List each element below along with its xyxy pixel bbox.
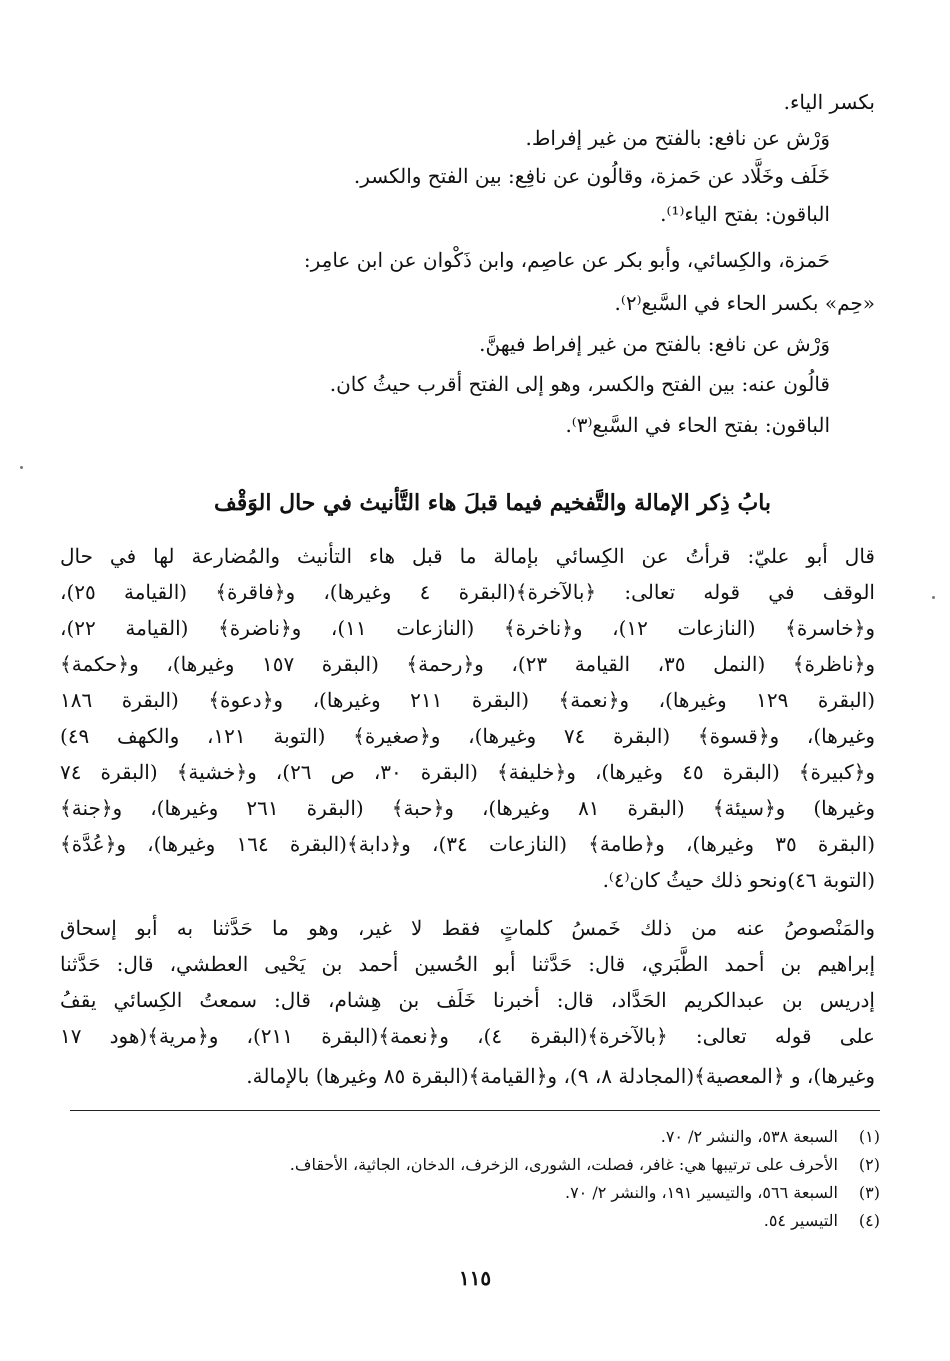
footnote-1 (661, 1126, 880, 1148)
page-number: ١١٥ (458, 1266, 492, 1290)
paragraph2-line-1: والمَنْصوصُ عنه من ذلك خَمسُ كلماتٍ فقط لا غير، وهو ما حَدَّثنا به أبو إسحاق (60, 916, 875, 940)
footnote-text: السبعة ٥٦٦، والتيسير ١٩١، والنشر ٢/ ٧٠. (564, 1183, 838, 1202)
scan-speck (20, 466, 23, 469)
footnote-text: التيسير ٥٤. (763, 1211, 838, 1230)
text-line-3: خَلَف وخَلَّاد عن حَمزة، وقالُون عن نافِع: بين الفتح والكسر. (353, 164, 830, 188)
footnote-number: (١) (858, 1127, 880, 1146)
text-line-8: قالُون عنه: بين الفتح والكسر، وهو إلى الفتح أقرب حيثُ كان. (329, 372, 830, 396)
paragraph1-line-1: قال أبو عليّ: قرأتُ عن الكِسائي بإمالة ما قبل هاء التأنيث والمُضارعة لها في حال (60, 544, 875, 568)
scan-speck (932, 596, 935, 599)
paragraph1-line-3: و﴿خاسرة﴾ (النازعات ١٢)، و﴿ناخرة﴾ (النازعات ١١)، و﴿ناضرة﴾ (القيامة ٢٢)، (60, 616, 876, 640)
footnote-4 (764, 1210, 880, 1232)
text-line-4: الباقون: بفتح الياء⁽¹⁾. (660, 202, 830, 226)
paragraph1-line-8: وغيرها) و﴿سيئة﴾ (البقرة ٨١ وغيرها)، و﴿حبة﴾ (البقرة ٢٦١ وغيرها)، و﴿جنة﴾ (60, 796, 875, 820)
text-line-5: حَمزة، والكِسائي، وأبو بكر عن عاصِم، وابن ذَكْوان عن ابن عامِر: (303, 248, 830, 272)
paragraph1-line-9: (البقرة ٣٥ وغيرها)، و﴿طامة﴾ (النازعات ٣٤)، و﴿دابة﴾(البقرة ١٦٤ وغيرها)، و﴿عُدَّة﴾ (60, 832, 876, 856)
footnote-divider (70, 1110, 880, 1111)
paragraph1-line-5: (البقرة ١٢٩ وغيرها)، و﴿نعمة﴾ (البقرة ٢١١ وغيرها)، و﴿دعوة﴾ (البقرة ١٨٦ (60, 688, 875, 712)
paragraph1-line-10: (التوبة ٤٦)ونحو ذلك حيثُ كان⁽٤⁾. (602, 868, 875, 892)
paragraph2-line-5: وغيرها)، و ﴿المعصية﴾(المجادلة ٨، ٩)، و﴿القيامة﴾(البقرة ٨٥ وغيرها) بالإمالة. (246, 1064, 875, 1088)
footnote-number: (٣) (858, 1183, 880, 1202)
footnote-number: (٤) (858, 1211, 880, 1230)
text-line-1: بكسر الياء. (783, 90, 875, 114)
paragraph1-line-6: وغيرها)، و﴿قسوة﴾ (البقرة ٧٤ وغيرها)، و﴿صغيرة﴾ (التوبة ١٢١، والكهف ٤٩) (60, 724, 875, 748)
paragraph1-line-7: و﴿كبيرة﴾ (البقرة ٤٥ وغيرها)، و﴿خليفة﴾ (البقرة ٣٠، ص ٢٦)، و﴿خشية﴾ (البقرة ٧٤ (60, 760, 876, 784)
footnote-3 (565, 1182, 880, 1204)
paragraph2-line-2: إبراهيم بن أحمد الطَّبَري، قال: حَدَّثنا أبو الحُسين أحمد بن يَحْيى العطشي، قال: حَدَّثنا (60, 952, 875, 976)
footnote-text: الأحرف على ترتيبها هي: غافر، فصلت، الشورى، الزخرف، الدخان، الجاثية، الأحقاف. (289, 1155, 838, 1174)
text-line-6: «حِم» بكسر الحاء في السَّبع⁽٢⁾. (614, 291, 875, 315)
text-line-2: وَرْش عن نافع: بالفتح من غير إفراط. (525, 126, 830, 150)
chapter-heading: بابُ ذِكر الإمالة والتَّفخيم فيما قبلَ هاء التَّأنيث في حال الوَقْف (213, 490, 772, 516)
paragraph2-line-4: على قوله تعالى: ﴿بالآخرة﴾(البقرة ٤)، و﴿نعمة﴾(البقرة ٢١١)، و﴿مرية﴾(هود ١٧ (60, 1024, 875, 1048)
text-line-7: وَرْش عن نافع: بالفتح من غير إفراط فيهنَّ. (479, 332, 830, 356)
footnote-2 (290, 1154, 880, 1176)
footnote-text: السبعة ٥٣٨، والنشر ٢/ ٧٠. (660, 1127, 838, 1146)
footnote-number: (٢) (858, 1155, 880, 1174)
paragraph2-line-3: إدريس بن عبدالكريم الحَدَّاد، قال: أخبرنا خَلَف بن هِشام، قال: سمعتُ الكِسائي يقفُ (60, 988, 875, 1012)
paragraph1-line-4: و﴿ناظرة﴾ (النمل ٣٥، القيامة ٢٣)، و﴿رحمة﴾ (البقرة ١٥٧ وغيرها)، و﴿حكمة﴾ (60, 652, 875, 676)
paragraph1-line-2: الوقف في قوله تعالى: ﴿بالآخرة﴾(البقرة ٤ وغيرها)، و﴿فاقرة﴾ (القيامة ٢٥)، (60, 580, 875, 604)
text-line-9: الباقون: بفتح الحاء في السَّبع⁽٣⁾. (565, 413, 830, 437)
